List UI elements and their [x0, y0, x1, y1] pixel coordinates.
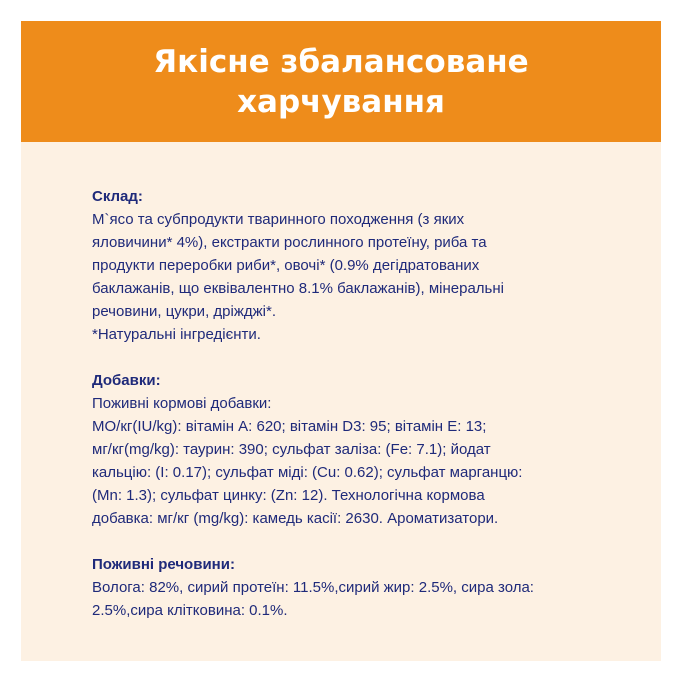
content	[92, 185, 612, 622]
banner-title	[41, 42, 641, 122]
additives-heading: Добавки:	[92, 372, 161, 389]
composition-line: яловичини* 4%), екстракти рослинного протеїну, риба та	[92, 234, 487, 251]
additives-line: добавка: мг/кг (mg/kg): камедь касії: 2630. Ароматизатори.	[92, 510, 499, 527]
additives-line: кальцію: (I: 0.17); сульфат міді: (Cu: 0.62); сульфат марганцю:	[92, 464, 523, 481]
composition-line: М`ясо та субпродукти тваринного походження (з яких	[92, 211, 465, 228]
composition-heading: Склад:	[92, 188, 143, 205]
additives-line: Поживні кормові добавки:	[92, 395, 272, 412]
nutrients-heading: Поживні речовини:	[92, 556, 235, 573]
title-banner	[21, 21, 661, 142]
banner-title-line-2: харчування	[237, 83, 445, 120]
composition-line: продукти переробки риби*, овочі* (0.9% дегідратованих	[92, 257, 480, 274]
banner-title-line-1: Якісне збалансоване	[153, 43, 529, 80]
nutrients-line: 2.5%,сира клітковина: 0.1%.	[92, 602, 288, 619]
additives-line: (Mn: 1.3); сульфат цинку: (Zn: 12). Технологічна кормова	[92, 487, 485, 504]
composition-section	[92, 185, 612, 346]
composition-footnote: *Натуральні інгредієнти.	[92, 326, 261, 343]
nutrients-section	[92, 553, 612, 622]
additives-line: МО/кг(IU/kg): вітамін A: 620; вітамін D3: 95; вітамін E: 13;	[92, 418, 487, 435]
info-card	[21, 21, 661, 661]
additives-section	[92, 369, 612, 530]
nutrients-line: Волога: 82%, сирий протеїн: 11.5%,сирий жир: 2.5%, сира зола:	[92, 579, 534, 596]
composition-line: речовини, цукри, дріжджі*.	[92, 303, 276, 320]
additives-line: мг/кг(mg/kg): таурин: 390; сульфат заліза: (Fe: 7.1); йодат	[92, 441, 491, 458]
composition-line: баклажанів, що еквівалентно 8.1% баклажанів), мінеральні	[92, 280, 504, 297]
